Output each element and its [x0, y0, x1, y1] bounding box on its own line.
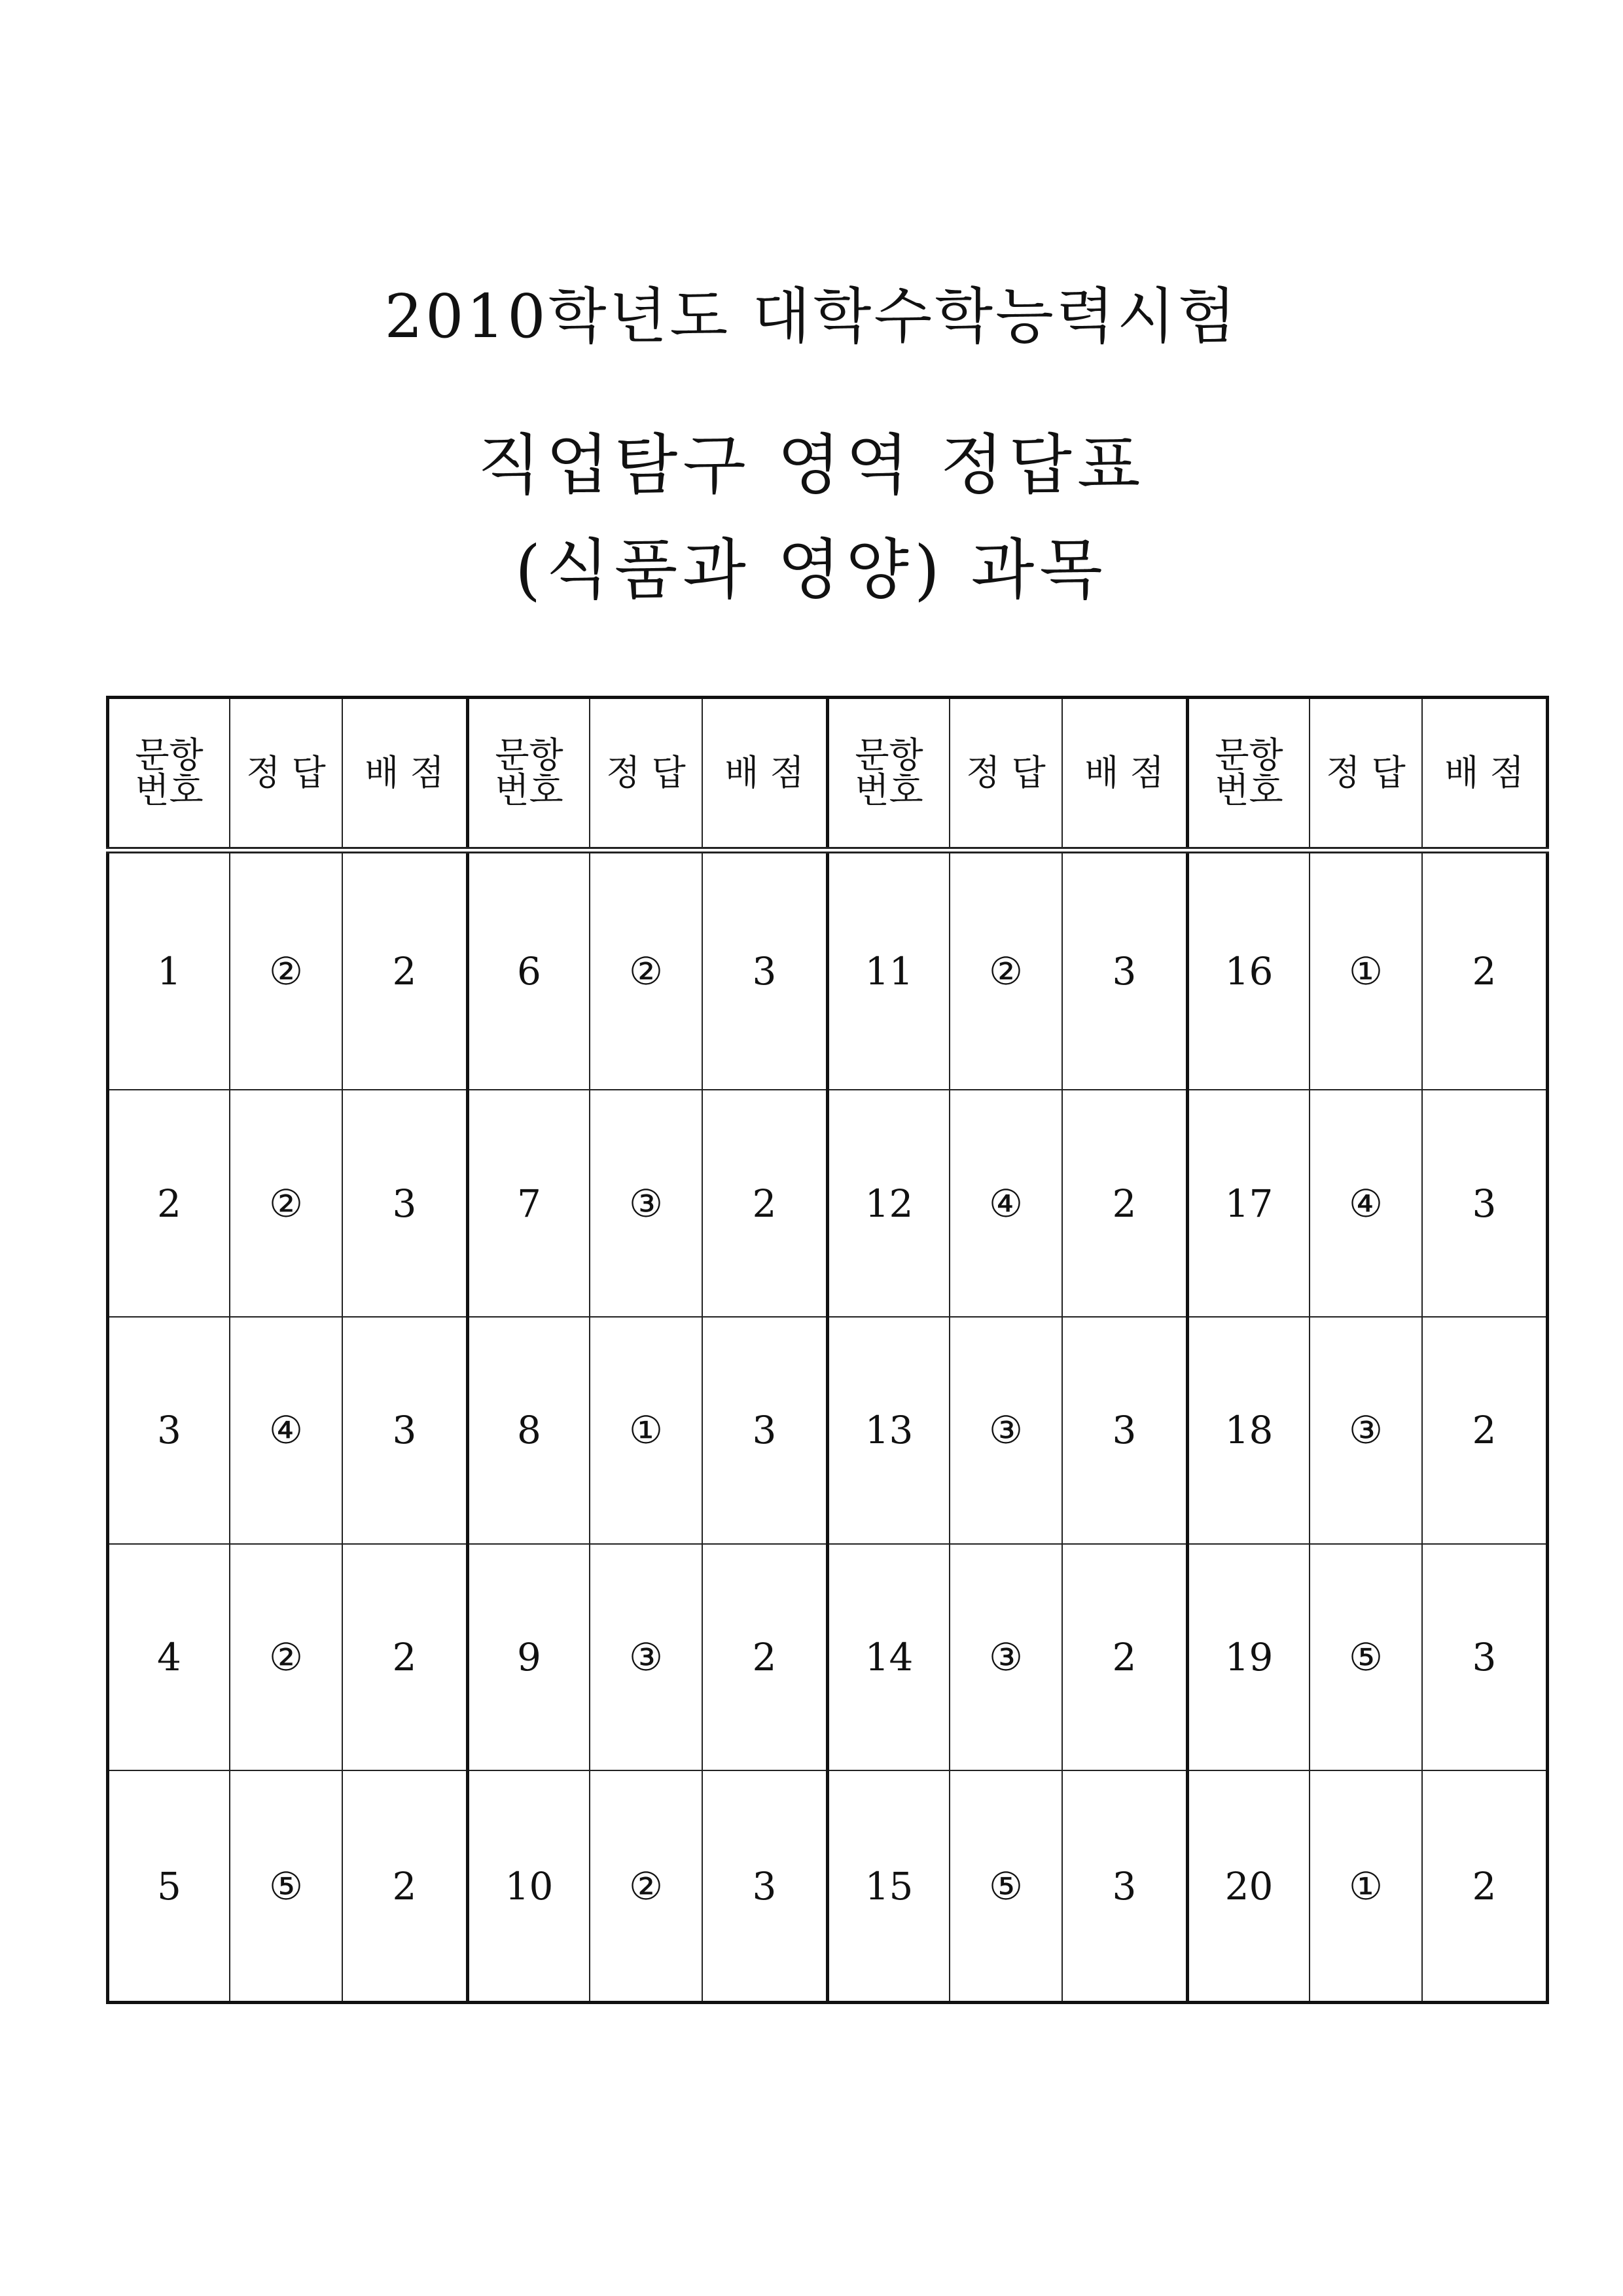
question-number: 5 [108, 1770, 230, 2002]
points-cell: 3 [342, 1317, 468, 1544]
question-number: 2 [108, 1090, 230, 1317]
answer-cell: ① [590, 1317, 702, 1544]
answer-key-table [106, 696, 1549, 2004]
header-answer: 정 답 [950, 698, 1062, 851]
header-points: 배 점 [702, 698, 828, 851]
question-number: 7 [468, 1090, 590, 1317]
question-number: 16 [1188, 850, 1310, 1090]
points-cell: 2 [1062, 1544, 1188, 1771]
question-number: 17 [1188, 1090, 1310, 1317]
header-answer: 정 답 [1310, 698, 1422, 851]
question-number: 10 [468, 1770, 590, 2002]
points-cell: 3 [1062, 1317, 1188, 1544]
question-number: 15 [828, 1770, 950, 2002]
answer-cell: ③ [950, 1544, 1062, 1771]
question-number: 8 [468, 1317, 590, 1544]
answer-cell: ② [230, 850, 342, 1090]
header-points: 배 점 [342, 698, 468, 851]
question-number: 9 [468, 1544, 590, 1771]
points-cell: 2 [1422, 1317, 1548, 1544]
points-cell: 2 [1422, 850, 1548, 1090]
points-cell: 3 [342, 1090, 468, 1317]
question-number: 14 [828, 1544, 950, 1771]
answer-cell: ② [590, 850, 702, 1090]
question-number: 3 [108, 1317, 230, 1544]
points-cell: 2 [1422, 1770, 1548, 2002]
answer-cell: ③ [590, 1544, 702, 1771]
points-cell: 2 [342, 850, 468, 1090]
question-number: 20 [1188, 1770, 1310, 2002]
header-question-number: 문항 번호 [828, 698, 950, 851]
answer-cell: ② [230, 1090, 342, 1317]
table-row [108, 1090, 1548, 1317]
question-number: 19 [1188, 1544, 1310, 1771]
header-question-number: 문항 번호 [108, 698, 230, 851]
exam-title: 2010학년도 대학수학능력시험 [384, 281, 1239, 351]
header-question-number: 문항 번호 [1188, 698, 1310, 851]
header-points: 배 점 [1062, 698, 1188, 851]
points-cell: 3 [702, 1317, 828, 1544]
answer-cell: ① [1310, 1770, 1422, 2002]
points-cell: 3 [1422, 1544, 1548, 1771]
answer-cell: ④ [950, 1090, 1062, 1317]
points-cell: 3 [702, 850, 828, 1090]
table-row [108, 1544, 1548, 1771]
answer-cell: ④ [1310, 1090, 1422, 1317]
header-question-number: 문항 번호 [468, 698, 590, 851]
header-answer: 정 답 [590, 698, 702, 851]
question-number: 18 [1188, 1317, 1310, 1544]
answer-cell: ⑤ [1310, 1544, 1422, 1771]
answer-cell: ② [590, 1770, 702, 2002]
question-number: 13 [828, 1317, 950, 1544]
answer-cell: ② [230, 1544, 342, 1771]
points-cell: 3 [702, 1770, 828, 2002]
answer-cell: ① [1310, 850, 1422, 1090]
section-title: 직업탐구 영역 정답표 [477, 427, 1146, 503]
question-number: 12 [828, 1090, 950, 1317]
points-cell: 3 [1062, 850, 1188, 1090]
question-number: 11 [828, 850, 950, 1090]
header-points: 배 점 [1422, 698, 1548, 851]
subject-title: (식품과 영양) 과목 [515, 531, 1108, 608]
points-cell: 2 [342, 1770, 468, 2002]
answer-cell: ③ [950, 1317, 1062, 1544]
answer-cell: ⑤ [950, 1770, 1062, 2002]
points-cell: 3 [1422, 1090, 1548, 1317]
table-row [108, 1770, 1548, 2002]
header-row [108, 698, 1548, 851]
question-number: 4 [108, 1544, 230, 1771]
header-answer: 정 답 [230, 698, 342, 851]
table-row [108, 1317, 1548, 1544]
points-cell: 2 [702, 1090, 828, 1317]
question-number: 6 [468, 850, 590, 1090]
points-cell: 2 [1062, 1090, 1188, 1317]
answer-cell: ③ [1310, 1317, 1422, 1544]
answer-cell: ④ [230, 1317, 342, 1544]
answer-cell: ⑤ [230, 1770, 342, 2002]
points-cell: 2 [702, 1544, 828, 1771]
answer-cell: ② [950, 850, 1062, 1090]
points-cell: 2 [342, 1544, 468, 1771]
points-cell: 3 [1062, 1770, 1188, 2002]
question-number: 1 [108, 850, 230, 1090]
table-row [108, 850, 1548, 1090]
answer-rows [108, 850, 1548, 2003]
answer-cell: ③ [590, 1090, 702, 1317]
